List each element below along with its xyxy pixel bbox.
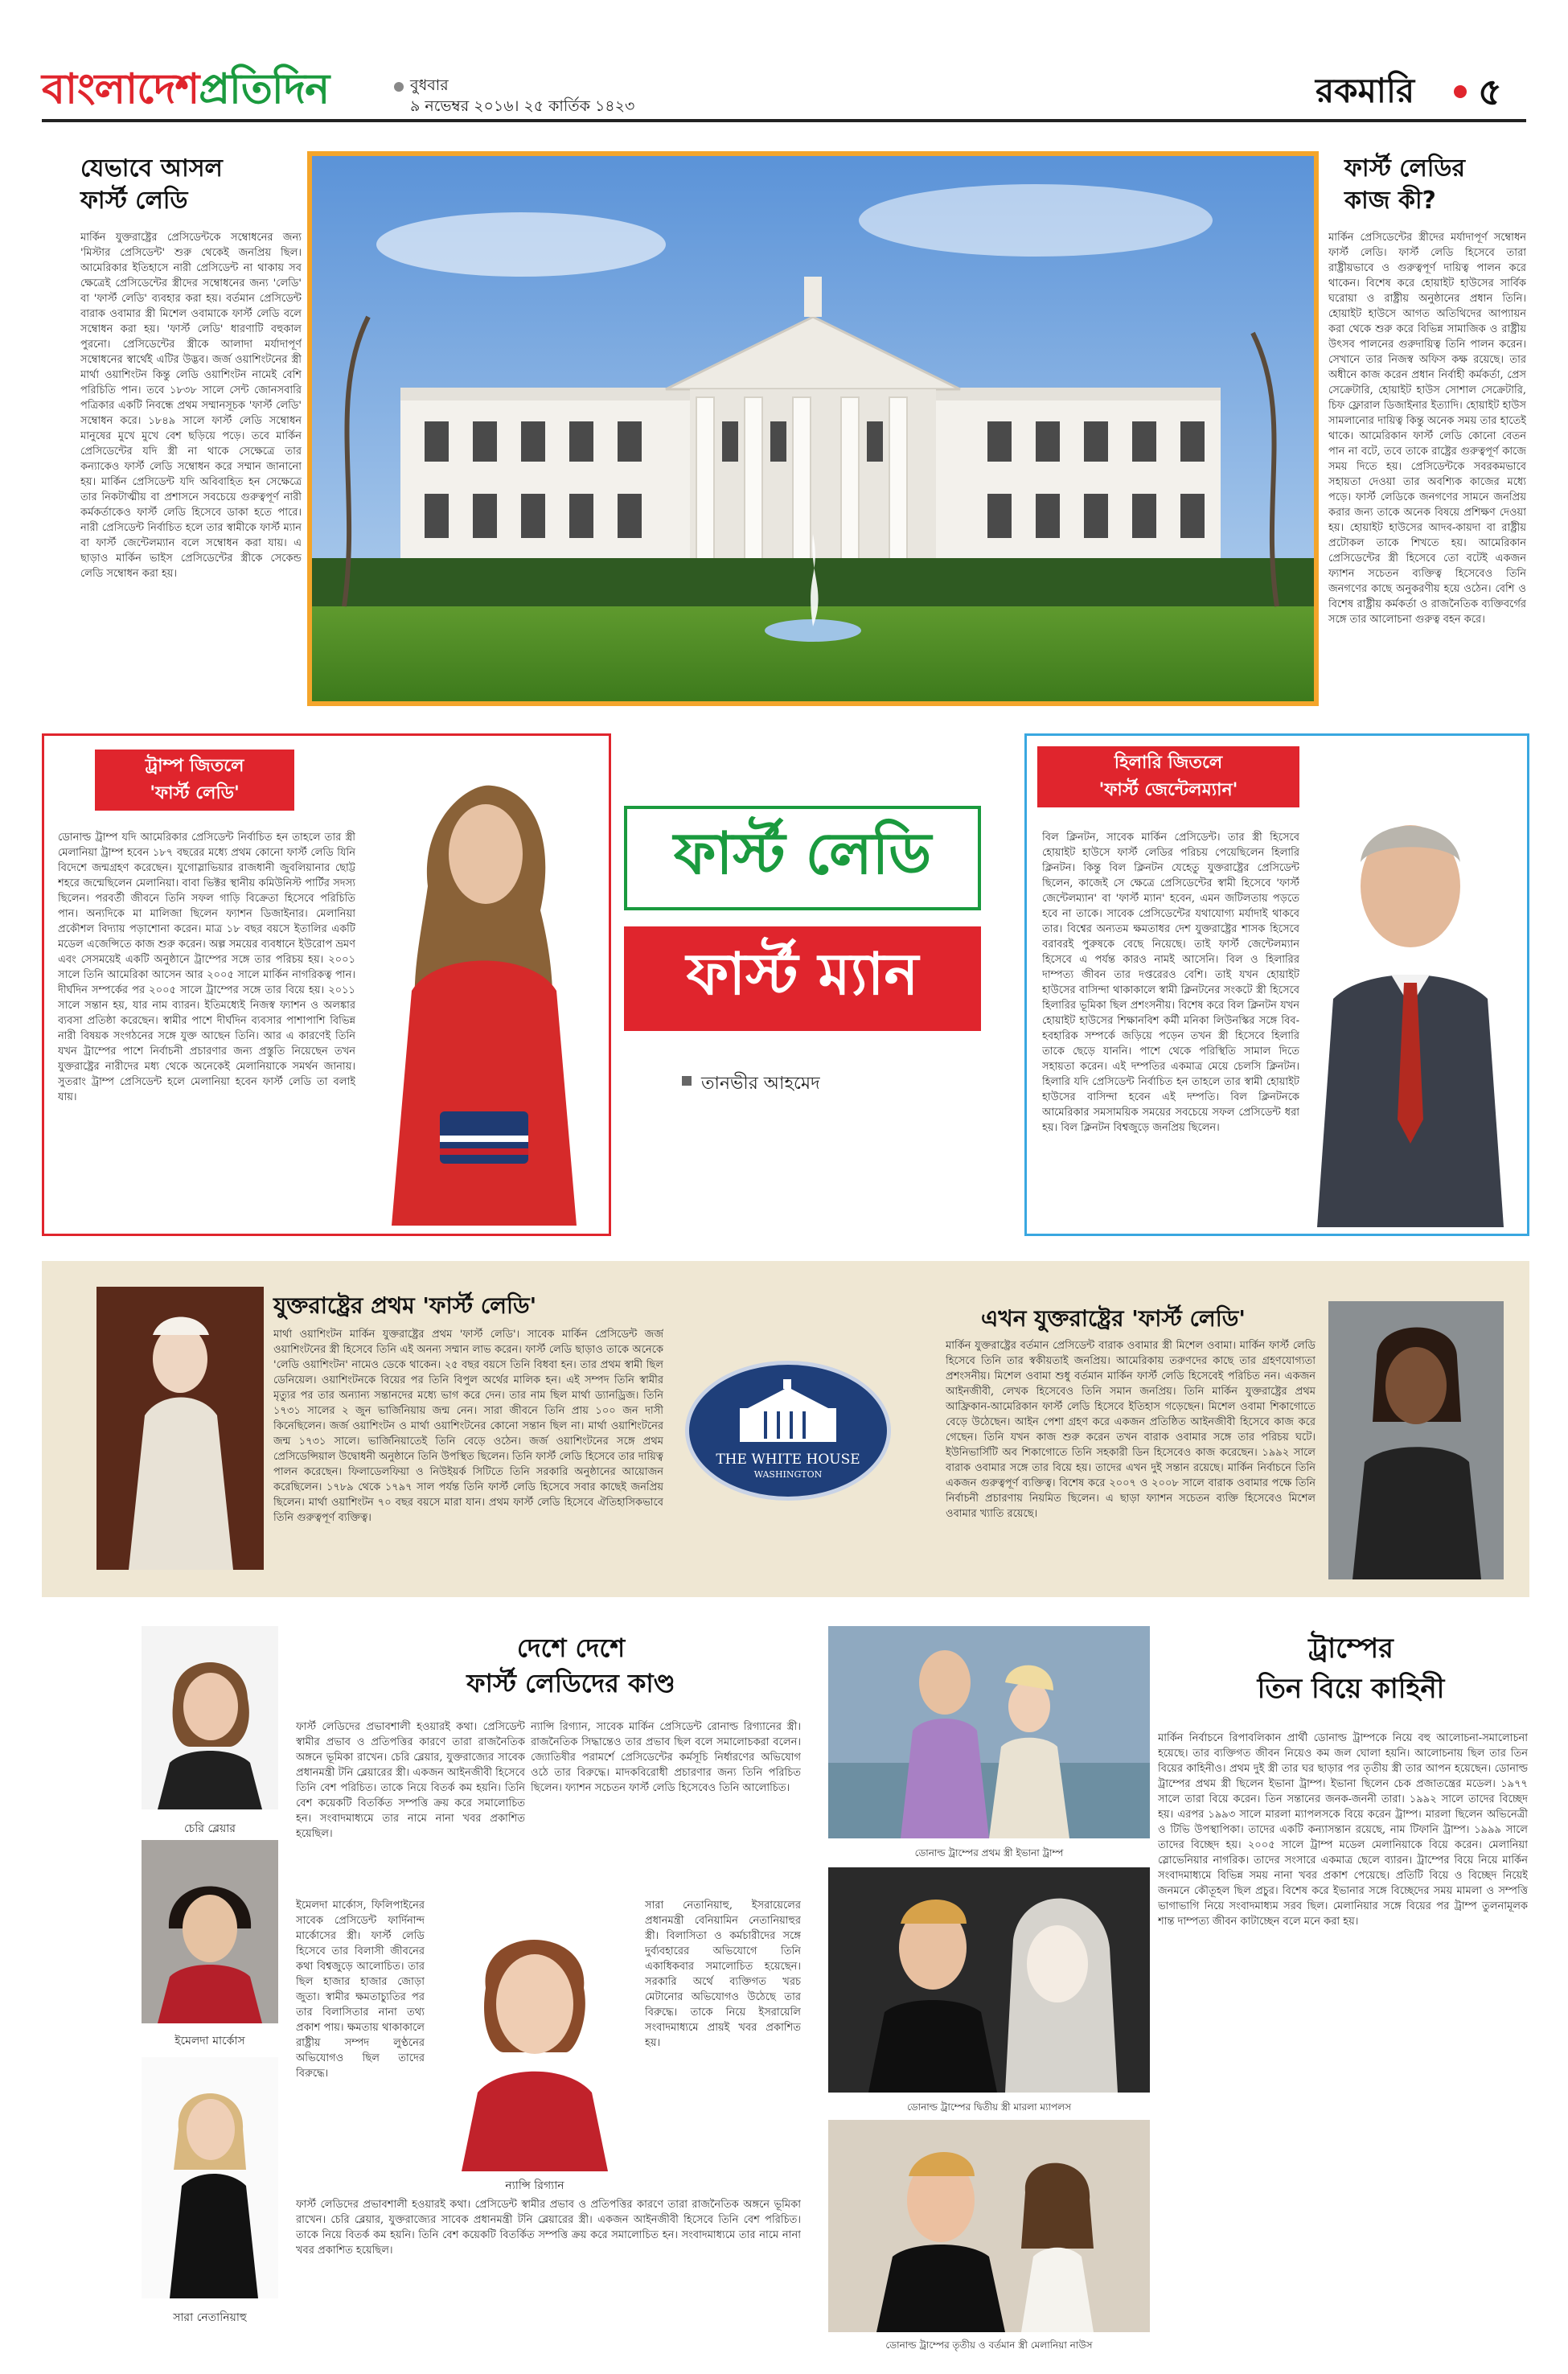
- headline-first-man-text: ফার্স্ট ম্যান: [686, 940, 919, 1008]
- masthead-part-1: বাংলাদেশ: [42, 65, 199, 113]
- section-dot-icon: [1454, 85, 1467, 98]
- countries-col1: ফার্স্ট লেডিদের প্রভাবশালী হওয়ারই কথা। প্রেসিডেন্ট স্বামীর প্রভাব ও প্রতিপত্তির কারণে তারা রাজনৈতিক অঙ্গনে ভূমিকা রাখেন। চেরি ব্লেয়ার, যুক্তরাজ্যের সাবেক প্রধানমন্ত্রী টনি ব্লেয়ারের স্ত্রী। একজন আইনজীবী হিসেবে তিনি বেশ পরিচিত। তাকে নিয়ে বিতর্ক কম হয়নি। তিনি বেশ কয়েকটি বিতর্কিত সম্পত্তি ক্রয় করে সমালোচিত হন। সংবাদমাধ্যমে তার নামে নানা খবর প্রকাশিত হয়েছিল।: [296, 1721, 525, 1840]
- nancy-reagan-photo: [429, 1891, 640, 2171]
- hillary-badge: [1037, 746, 1299, 807]
- left-article-title: যেভাবে আসল ফার্স্ট লেডি: [80, 154, 223, 215]
- byline-square-icon: [682, 1076, 692, 1086]
- white-house-photo: [312, 156, 1314, 701]
- hillary-badge-line1: হিলারি জিতলে: [1114, 753, 1223, 773]
- dot-icon: [394, 82, 404, 92]
- caption-cherie-blair: চেরি ব্লেয়ার: [184, 1822, 236, 1835]
- section-title: রকমারি: [1316, 71, 1415, 110]
- caption-ivana-trump: ডোনাল্ড ট্রাম্পের প্রথম স্ত্রী ইভানা ট্রাম্প: [914, 1847, 1064, 1859]
- current-first-lady-body: মার্কিন যুক্তরাষ্ট্রের বর্তমান প্রেসিডেন্ট বারাক ওবামার স্ত্রী মিশেল ওবামা। মার্কিন ফার্স্ট লেডি হিসেবে তিনি তার স্বকীয়তাই জনপ্রিয়। আমেরিকায় তরুণদের কাছে তার গ্রহণযোগ্যতা প্রশংসনীয়। মিশেল ওবামা শুধু বর্তমান মার্কিন ফার্স্ট লেডি হিসেবেই পরিচিত নন। একজন আইনজীবী, লেখক হিসেবেও তিনি সমান জনপ্রিয়। তিনি মার্কিন যুক্তরাষ্ট্রের প্রথম আফ্রিকান-আমেরিকান ফার্স্ট লেডি হিসেবে ইতিহাস গড়েছেন। মিশেল ওবামা শিকাগোতে বেড়ে উঠেছেন। আইন পেশা গ্রহণ করে একজন প্রতিষ্ঠিত আইনজীবী হিসেবে কাজ করে গেছেন। তিনি যখন কাজ শুরু করেন তখন বারাক ওবামার সঙ্গে তার পরিচয় ঘটে। ইউনিভার্সিটি অব শিকাগোতে তিনি সহকারী ডিন হিসেবেও কাজ করেছেন। ১৯৯২ সালে বারাক ওবামার সঙ্গে তার বিয়ে হয়। তাদের এখন দুই সন্তান রয়েছে। মার্কিন নির্বাচনে তিনি একজন গুরুত্বপূর্ণ ব্যক্তিত্ব। বিশেষ করে ২০০৭ ও ২০০৮ সালে বারাক ওবামার পক্ষে তিনি নির্বাচনী প্রচারণায় নিয়মিত ছিলেন। এ ছাড়া ফ্যাশন সচেতন ব্যক্তি হিসেবেও মিশেল ওবামার খ্যাতি রয়েছে।: [946, 1340, 1316, 1520]
- hillary-badge-line2: 'ফার্স্ট জেন্টেলম্যান': [1098, 780, 1238, 800]
- byline: তানভীর আহমেদ: [701, 1074, 820, 1094]
- trump-badge: [95, 750, 294, 811]
- caption-marla-maples: ডোনাল্ড ট্রাম্পের দ্বিতীয় স্ত্রী মারলা ম্যাপলস: [906, 2101, 1072, 2113]
- countries-col1b: ফার্স্ট লেডিদের প্রভাবশালী হওয়ারই কথা। প্রেসিডেন্ট স্বামীর প্রভাব ও প্রতিপত্তির কারণে তারা রাজনৈতিক অঙ্গনে ভূমিকা রাখেন। চেরি ব্লেয়ার, যুক্তরাজ্যের সাবেক প্রধানমন্ত্রী টনি ব্লেয়ারের স্ত্রী। একজন আইনজীবী হিসেবে তিনি বেশ পরিচিত। তাকে নিয়ে বিতর্ক কম হয়নি। তিনি বেশ কয়েকটি বিতর্কিত সম্পত্তি ক্রয় করে সমালোচিত হন। সংবাদমাধ্যমে তার নামে নানা খবর প্রকাশিত হয়েছিল।: [296, 2199, 801, 2257]
- ivana-trump-photo: [828, 1626, 1150, 1838]
- marriages-title-line1: ট্রাম্পের: [1308, 1633, 1394, 1665]
- martha-washington-photo: [96, 1287, 264, 1570]
- left-article-body: মার্কিন যুক্তরাষ্ট্রের প্রেসিডেন্টকে সম্বোধনের জন্য 'মিস্টার প্রেসিডেন্ট' শুরু থেকেই জনপ্রিয় ছিল। আমেরিকার ইতিহাসে নারী প্রেসিডেন্ট না থাকায় সব ক্ষেত্রেই প্রেসিডেন্টের স্ত্রীদের সম্বোধনের জন্য 'লেডি' বা 'ফার্স্ট লেডি' ব্যবহার করা হয়। বর্তমান প্রেসিডেন্ট বারাক ওবামার স্ত্রী মিশেল ওবামাকে ফার্স্ট লেডি বলে সম্বোধন করা হয়। 'ফার্স্ট লেডি' ধারণাটি বহুকাল পুরনো। প্রেসিডেন্টের স্ত্রীকে আলাদা মর্যাদাপূর্ণ সম্বোধনের স্বার্থেই এটির উদ্ভব। জর্জ ওয়াশিংটনের স্ত্রী মার্থা ওয়াশিংটন কিন্তু লেডি ওয়াশিংটন নামেই বেশি পরিচিতি পান। তবে ১৮৩৮ সালে সেন্ট জোনসবারি পত্রিকার একটি নিবন্ধে প্রথম সম্মানসূচক 'ফার্স্ট লেডি' সম্বোধন করে। ১৮৪৯ সালে ফার্স্ট লেডি সম্বোধন মানুষের মুখে মুখে বেশ ছড়িয়ে পড়ে। তবে মার্কিন প্রেসিডেন্টের যদি স্ত্রী না থাকে সেক্ষেত্রে তার কন্যাকেও ফার্স্ট লেডি সম্বোধন করে সম্মান জানানো হয়। মার্কিন প্রেসিডেন্ট যদি অবিবাহিত হন সেক্ষেত্রে তার নিকটাত্মীয় বা প্রশাসনে সবচেয়ে গুরুত্বপূর্ণ নারী কর্মকর্তাকেও ফার্স্ট লেডি হিসেবে ডাকা হতে পারে। নারী প্রেসিডেন্ট নির্বাচিত হলে তার স্বামীকে ফার্স্ট ম্যান বা ফার্স্ট জেন্টেলম্যান বলে সম্বোধন করা যায়। এ ছাড়াও মার্কিন ভাইস প্রেসিডেন্টের স্ত্রীকে সেকেন্ড লেডি সম্বোধন করা হয়।: [80, 232, 302, 580]
- trump-badge-line2: 'ফার্স্ট লেডি': [150, 783, 240, 803]
- white-house-seal-icon: [689, 1371, 887, 1452]
- caption-imelda-marcos: ইমেলদা মার্কোস: [174, 2035, 245, 2047]
- page-number: ৫: [1478, 70, 1502, 113]
- michelle-obama-photo: [1328, 1301, 1504, 1579]
- white-house-photo-frame: [307, 151, 1319, 706]
- seal-text-1: THE WHITE HOUSE: [716, 1452, 860, 1468]
- marriages-title-line2: তিন বিয়ে কাহিনী: [1257, 1673, 1445, 1705]
- current-first-lady-title: এখন যুক্তরাষ্ট্রের 'ফার্স্ট লেডি': [981, 1305, 1246, 1332]
- masthead: [42, 56, 329, 126]
- header-rule: [42, 119, 1526, 122]
- headline-first-man: [624, 926, 981, 1031]
- countries-title-line2: ফার্স্ট লেডিদের কাণ্ড: [466, 1668, 675, 1698]
- caption-nancy-reagan: ন্যান্সি রিগ্যান: [505, 2179, 564, 2192]
- masthead-part-2: প্রতিদিন: [199, 65, 330, 113]
- right-article-body: মার্কিন প্রেসিডেন্টের স্ত্রীদের মর্যাদাপূর্ণ সম্বোধন ফার্স্ট লেডি। ফার্স্ট লেডি হিসেবে তারা রাষ্ট্রীয়ভাবে ও গুরুত্বপূর্ণ দায়িত্ব পালন করে থাকেন। বিশেষ করে হোয়াইট হাউসের সার্বিক ঘরোয়া ও রাষ্ট্রীয় অনুষ্ঠানের প্রধান তিনি। হোয়াইট হাউসে আগত অতিথিদের আপ্যায়ন করা থেকে শুরু করে বিভিন্ন সামাজিক ও রাষ্ট্রীয় উৎসব পালনের গুরুদায়িত্ব তিনি পালন করেন। সেখানে তার নিজস্ব অফিস কক্ষ রয়েছে। তার অধীনে কাজ করেন প্রধান নির্বাহী কর্মকর্তা, প্রেস সেক্রেটারি, হোয়াইট হাউস সোশাল সেক্রেটারি, চিফ ফ্লোরাল ডিজাইনার ইত্যাদি। হোয়াইট হাউস সামলানোর দায়িত্ব কিন্তু অনেক সময় তার হাতেই থাকে। আমেরিকান ফার্স্ট লেডি কোনো বেতন পান না বটে, তবে তাকে রাষ্ট্রের গুরুত্বপূর্ণ কাজে সময় দিতে হয়। প্রেসিডেন্টকে সবরকমভাবে সহায়তা দেওয়া তার অবশ্যিক কাজের মধ্যে পড়ে। ফার্স্ট লেডিকে জনগণের সামনে জনপ্রিয় করার জন্য তাকে অনেক বিষয়ে প্রশিক্ষণ দেওয়া হয়। হোয়াইট হাউসের আদব-কায়দা বা রাষ্ট্রীয় প্রটোকল তাকে শিখতে হয়। আমেরিকান প্রেসিডেন্টের স্ত্রী হিসেবে তো বটেই একজন ফ্যাশন সচেতন ব্যক্তিত্ব হিসেবেও তিনি জনগণের কাছে অনুকরণীয় হয়ে ওঠেন। বেশি ও বিশেষ রাষ্ট্রীয় কর্মকর্তা ও রাজনৈতিক ব্যক্তিবর্গের সঙ্গে তার আলোচনা গুরুত্ব বহন করে।: [1328, 232, 1526, 626]
- headline-first-lady-text: ফার্স্ট লেডি: [673, 819, 932, 887]
- trump-badge-line1: ট্রাম্প জিতলে: [145, 756, 244, 776]
- melania-trump-wedding-photo: [828, 2120, 1150, 2332]
- melania-photo: [363, 750, 601, 1226]
- countries-col4: সারা নেতানিয়াহু, ইসরায়েলের প্রধানমন্ত্রী বেনিয়ামিন নেতানিয়াহুর স্ত্রী। বিলাসিতা ও কর্মচারীদের সঙ্গে দুর্ব্যবহারের অভিযোগে তিনি একাধিকবার সমালোচিত হয়েছেন। সরকারি অর্থে ব্যক্তিগত খরচ মেটানোর অভিযোগও উঠেছে তার বিরুদ্ধে। তাকে নিয়ে ইসরায়েলি সংবাদমাধ্যমে প্রায়ই খবর প্রকাশিত হয়।: [645, 1900, 801, 2049]
- first-first-lady-title: যুক্তরাষ্ট্রের প্রথম 'ফার্স্ট লেডি': [273, 1292, 537, 1319]
- imelda-marcos-photo: [142, 1840, 278, 2023]
- caption-melania-trump: ডোনাল্ড ট্রাম্পের তৃতীয় ও বর্তমান স্ত্রী মেলানিয়া নাউস: [885, 2339, 1093, 2351]
- trump-box-body: ডোনাল্ড ট্রাম্প যদি আমেরিকার প্রেসিডেন্ট নির্বাচিত হন তাহলে তার স্ত্রী মেলানিয়া ট্রাম্প হবেন ১৮৭ বছরের মধ্যে প্রথম কোনো ফার্স্ট লেডি যিনি বিদেশে জন্মগ্রহণ করেছেন। যুগোস্লাভিয়ার রাজধানী জুবলিয়ানার ছোট্ট শহরে জন্মেছিলেন মেলানিয়া। বাবা ভিক্টর স্থানীয় কমিউনিস্ট পার্টির সদস্য ছিলেন। পরবর্তী জীবনে তিনি সফল গাড়ি বিক্রেতা হিসেবে পরিচিতি পান। অন্যদিকে মা মালিজা ছিলেন ফ্যাশন ডিজাইনার। মেলানিয়া প্রকৌশল বিদ্যায় পড়াশোনা করেন। মাত্র ১৮ বছর বয়সে ইতালির একটি মডেল এজেন্সিতে কাজ শুরু করেন। অল্প সময়ের ব্যবধানে ইউরোপ ভ্রমণ এবং সেসময়েই একটি অনুষ্ঠানে ট্রাম্পের সঙ্গে তার পরিচয় হয়। ২০০১ সালে তিনি আমেরিকা আসেন আর ২০০৫ সালে মার্কিন নাগরিকত্ব পান। দীর্ঘদিন সম্পর্কের পর ২০০৫ সালে ট্রাম্পের সঙ্গে তার বিয়ে হয়। ২০১১ সালে সন্তান হয়, যার নাম ব্যারন। ইতিমধ্যেই নিজস্ব ফ্যাশন ও অলঙ্কার ব্যবসা প্রতিষ্ঠা করেছেন। স্বামীর পাশে দীর্ঘদিন ব্যবসার পাশাপাশি বিভিন্ন নারী বিষয়ক সংগঠনের সঙ্গে যুক্ত আছেন তিনি। আর এ কারণেই তিনি যখন ট্রাম্পের পাশে নির্বাচনী প্রচারণার জন্য প্রস্তুতি নিয়েছেন তখন যুক্তরাষ্ট্রের নারীদের মধ্য থেকে অনেকেই মেলানিয়াকে সমর্থন জানায়। সুতরাং ট্রাম্প প্রেসিডেন্ট হলে মেলানিয়া হবেন ফার্স্ট লেডি তা বলাই যায়।: [58, 832, 355, 1103]
- countries-col2: ইমেলদা মার্কোস, ফিলিপাইনের সাবেক প্রেসিডেন্ট ফার্দিনান্দ মার্কোসের স্ত্রী। ফার্স্ট লেডি হিসেবে তার বিলাসী জীবনের কথা বিশ্বজুড়ে আলোচিত। তার ছিল হাজার হাজার জোড়া জুতা। স্বামীর ক্ষমতাচ্যুতির পর তার বিলাসিতার নানা তথ্য প্রকাশ পায়। ক্ষমতায় থাকাকালে রাষ্ট্রীয় সম্পদ লুণ্ঠনের অভিযোগও ছিল তাদের বিরুদ্ধে।: [296, 1900, 425, 2080]
- header-date: ৯ নভেম্বর ২০১৬। ২৫ কার্তিক ১৪২৩: [410, 97, 635, 115]
- headline-first-lady: [624, 806, 981, 910]
- header-day: বুধবার: [410, 76, 449, 94]
- right-article-title: ফার্স্ট লেডির কাজ কী?: [1344, 154, 1465, 215]
- caption-sara-netanyahu: সারা নেতানিয়াহু: [173, 2311, 247, 2324]
- countries-col3: ন্যান্সি রিগ্যান, সাবেক মার্কিন প্রেসিডেন্ট রোনাল্ড রিগ্যানের স্ত্রী। রাজনৈতিক সিদ্ধান্তেও তার প্রভাব ছিল বলে সমালোচকরা বলেন। জ্যোতিষীর পরামর্শে প্রেসিডেন্টের কর্মসূচি নির্ধারণের অভিযোগ ওঠে তার বিরুদ্ধে। মাদকবিরোধী প্রচারণার জন্য তিনি পরিচিত ছিলেন। ফ্যাশন সচেতন ফার্স্ট লেডি হিসেবেও তিনি আলোচিত।: [531, 1721, 801, 1794]
- first-first-lady-body: মার্থা ওয়াশিংটন মার্কিন যুক্তরাষ্ট্রের প্রথম 'ফার্স্ট লেডি'। সাবেক মার্কিন প্রেসিডেন্ট জর্জ ওয়াশিংটনের স্ত্রী হিসেবে তিনি এই অনন্য সম্মান লাভ করেন। ফার্স্ট লেডি ছাড়াও তাকে অনেকে 'লেডি ওয়াশিংটন' নামেও ডেকে থাকেন। ২৫ বছর বয়সে তিনি বিধবা হন। তার প্রথম স্বামী ছিল ডেনিয়েল। ওয়াশিংটনকে বিয়ের পর তিনি বিপুল অর্থের মালিক হন। এই সম্পদ তিনি স্বামীর মৃত্যুর পর তার অন্যান্য সন্তানদের মধ্যে ভাগ করে দেন। তার নাম ছিল মার্থা ড্যানড্রিজ। তিনি ১৭৩১ সালের ২ জুন ভার্জিনিয়ায় জন্ম নেন। সারা জীবনে তিনি প্রায় ১০০ জন দাসী কিনেছিলেন। জর্জ ওয়াশিংটন ও মার্থা ওয়াশিংটনের কোনো সন্তান ছিল না। মার্থা ওয়াশিংটনের জন্ম ১৭৩১ সালে। ভার্জিনিয়াতেই তিনি বেড়ে ওঠেন। জর্জ ওয়াশিংটনের সঙ্গে প্রথম প্রেসিডেন্সিয়াল উদ্বোধনী অনুষ্ঠানে তিনি উপস্থিত ছিলেন। তিনি ফার্স্ট লেডি হিসেবে তার দায়িত্ব পালন করেছেন। ফিলাডেলফিয়া ও নিউইয়র্ক সিটিতে তিনি সরকারি অনুষ্ঠানের আয়োজন করেছিলেন। ১৭৮৯ থেকে ১৭৯৭ সাল পর্যন্ত তিনি ফার্স্ট লেডি হিসেবে সবার কাছেই জনপ্রিয় ছিলেন। মার্থা ওয়াশিংটন ৭০ বছর বয়সে মারা যান। প্রথম ফার্স্ট লেডি হিসেবে ঐতিহাসিকভাবে তিনি গুরুত্বপূর্ণ ব্যক্তিত্ব।: [273, 1329, 663, 1524]
- countries-title-line1: দেশে দেশে: [516, 1633, 626, 1663]
- marriages-body: মার্কিন নির্বাচনে রিপাবলিকান প্রার্থী ডোনাল্ড ট্রাম্পকে নিয়ে বহু আলোচনা-সমালোচনা হয়েছে। তার ব্যক্তিগত জীবন নিয়েও কম জল ঘোলা হয়নি। আলোচনায় ছিল তার তিন বিয়ের কাহিনীও। প্রথম দুই স্ত্রী তার ঘর ছাড়ার পর তৃতীয় স্ত্রী তার আপন হয়েছেন। ডোনাল্ড ট্রাম্পের প্রথম স্ত্রী ছিলেন ইভানা ট্রাম্প। ইভানা ছিলেন চেক প্রজাতন্ত্রের মডেল। ১৯৭৭ সালে তারা বিয়ে করেন। তিন সন্তানের জনক-জননী তারা। ১৯৯২ সালে তাদের বিচ্ছেদ হয়। এরপর ১৯৯৩ সালে মারলা ম্যাপলসকে বিয়ে করেন ট্রাম্প। মারলা ছিলেন অভিনেত্রী ও টিভি উপস্থাপিকা। তাদের একটি কন্যাসন্তান রয়েছে, নাম টিফানি ট্রাম্প। ১৯৯৯ সালে তাদের বিচ্ছেদ হয়। ২০০৫ সালে ট্রাম্প মডেল মেলানিয়াকে বিয়ে করেন। মেলানিয়া স্লোভেনিয়ার নাগরিক। তাদের সংসারে একমাত্র ছেলে ব্যারন। ট্রাম্পের বিয়ে নিয়ে মার্কিন সংবাদমাধ্যমে বিভিন্ন সময় নানা খবর প্রকাশ পেয়েছে। প্রতিটি বিয়ে ও বিচ্ছেদ নিয়েই জনমনে কৌতূহল ছিল প্রচুর। বিশেষ করে ইভানার সঙ্গে বিচ্ছেদের সময় মামলা ও সম্পত্তি ভাগাভাগি নিয়ে সংবাদমাধ্যম সরব ছিল। মেলানিয়ার সঙ্গে বিয়ের পর ট্রাম্প তুলনামূলক শান্ত দাম্পত্য জীবন কাটাচ্ছেন বলে মনে করা হয়।: [1158, 1732, 1528, 1928]
- sara-netanyahu-photo: [142, 2057, 278, 2298]
- marla-maples-photo: [828, 1867, 1150, 2093]
- bill-clinton-photo: [1301, 766, 1520, 1227]
- seal-text-2: WASHINGTON: [753, 1469, 823, 1480]
- cherie-blair-photo: [142, 1626, 278, 1809]
- white-house-seal: [685, 1361, 891, 1501]
- hillary-box-body: বিল ক্লিনটন, সাবেক মার্কিন প্রেসিডেন্ট। তার স্ত্রী হিসেবে হোয়াইট হাউসে ফার্স্ট লেডির পরিচয় পেয়েছিলেন হিলারি ক্লিনটন। কিন্তু বিল ক্লিনটন যেহেতু যুক্তরাষ্ট্রের প্রেসিডেন্ট ছিলেন, কাজেই সে ক্ষেত্রে প্রেসিডেন্টের স্বামী হিসেবে 'ফার্স্ট জেন্টেলম্যান' বা 'ফার্স্ট ম্যান' হবেন, এমন জটিলতায় পড়তে হবে না তাকে। সাবেক প্রেসিডেন্টের যথাযোগ্য মর্যাদাই থাকবে তার। বিশ্বের অন্যতম ক্ষমতাধর দেশ যুক্তরাষ্ট্রের শাসক হিসেবে বরাবরই পুরুষকে বেছে নিয়েছে। তাই ফার্স্ট জেন্টেলম্যান হিসেবে এ পর্যন্ত কারও নামই আসেনি। বিল ও হিলারির দাম্পত্য জীবন তার দপ্তরেরও বেশি। তাই যখন হোয়াইট হাউসের বাসিন্দা থাকাকালে স্বামী ক্লিনটনের সংকটে স্ত্রী হিসেবে হিলারির ভূমিকা ছিল প্রশংসনীয়। বিশেষ করে বিল ক্লিনটন যখন হোয়াইট হাউসের শিক্ষানবিশ কর্মী মনিকা লিউনস্কির সঙ্গে বিব-হবহারিক সম্পর্কে জড়িয়ে পড়েন তখন স্ত্রী হিসেবে হিলারি তাকে ছেড়ে যাননি। পাশে থেকে পরিস্থিতি সামাল দিতে সহায়তা করেন। এই দম্পতির একমাত্র মেয়ে চেলসি ক্লিনটন। হিলারি যদি প্রেসিডেন্ট নির্বাচিত হন তাহলে তার স্বামী হোয়াইট হাউসের বাসিন্দা হবেন এই দম্পতি। বিল ক্লিনটনকে আমেরিকার সমসাময়িক সময়ের সবচেয়ে সফল প্রেসিডেন্ট ধরা হয়। বিল ক্লিনটন বিশ্বজুড়ে জনপ্রিয় ছিলেন।: [1042, 832, 1299, 1134]
